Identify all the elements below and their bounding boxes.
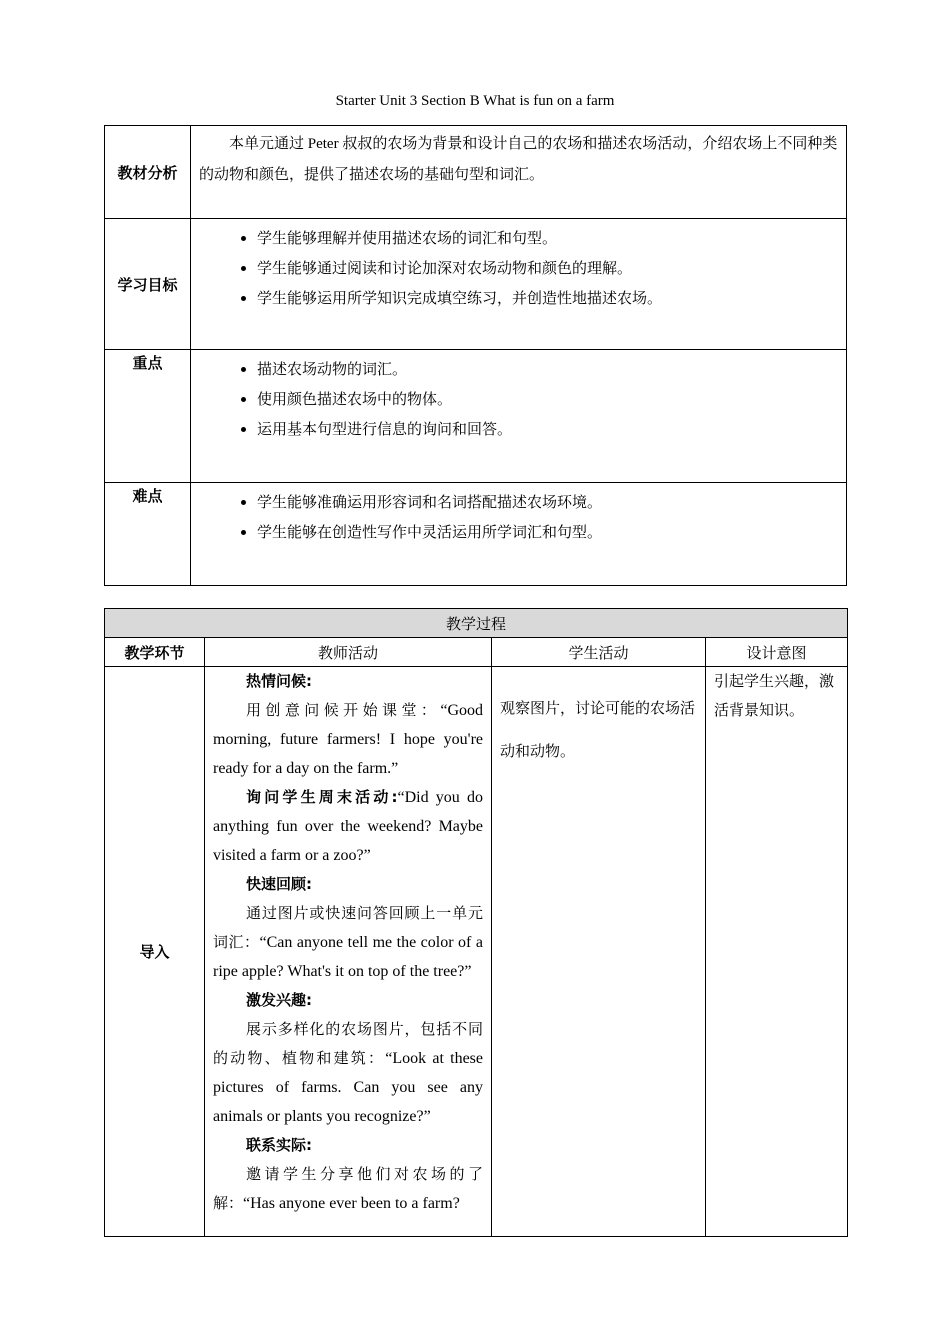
- header-stage: 教学环节: [105, 638, 205, 667]
- textbook-analysis-cell: [191, 126, 847, 219]
- overview-table: [104, 125, 847, 586]
- list-item: • 学生能够运用所学知识完成填空练习，并创造性地描述农场。: [257, 283, 846, 313]
- step-text: [213, 783, 483, 870]
- list-item: • 学生能够在创造性写作中灵活运用所学词汇和句型。: [257, 517, 846, 547]
- step-heading: 热情问候:: [246, 672, 312, 690]
- step-text-en: “Can anyone tell me the color of a ripe apple? What's it on top of the tree?”: [213, 934, 483, 980]
- difficulties-cell: [191, 483, 847, 586]
- step-heading: 询问学生周末活动:: [246, 788, 398, 806]
- process-table: [104, 608, 848, 1237]
- step-heading: 联系实际:: [246, 1136, 312, 1154]
- table-row: [105, 667, 848, 1237]
- design-intent-cell: 引起学生兴趣，激活背景知识。: [706, 667, 848, 1237]
- table-row: [105, 609, 848, 638]
- step-text-en: “Did you do anything fun over the weekend? Maybe visited a farm or a zoo?”: [213, 789, 483, 864]
- table-header-row: [105, 638, 848, 667]
- step-text: [213, 696, 483, 783]
- key-points-cell: [191, 350, 847, 483]
- step-text: [213, 1015, 483, 1131]
- table-row: [105, 126, 847, 219]
- header-intent: 设计意图: [706, 638, 848, 667]
- teacher-activity-cell: [205, 667, 492, 1237]
- table-row: [105, 483, 847, 586]
- header-student: 学生活动: [492, 638, 706, 667]
- step-text-en: “Look at these pictures of farms. Can you see any animals or plants you recognize?”: [213, 1050, 483, 1125]
- list-item: • 学生能够准确运用形容词和名词搭配描述农场环境。: [257, 487, 846, 517]
- student-activity-cell: 观察图片，讨论可能的农场活动和动物。: [492, 667, 706, 1237]
- textbook-analysis-text: [191, 126, 846, 189]
- analysis-text-part: 叔叔的农场为背景和设计自己的农场和描述农场活动，介绍农场上不同种类的动物和颜色，提供了描述农场的基础句型和词汇。: [199, 134, 838, 183]
- textbook-analysis-label: 教材分析: [105, 126, 191, 219]
- step-heading: 快速回顾:: [246, 875, 312, 893]
- table-row: [105, 350, 847, 483]
- list-item: • 描述农场动物的词汇。: [257, 354, 846, 384]
- difficulties-list: [191, 483, 846, 547]
- process-title: 教学过程: [105, 609, 848, 638]
- key-points-label: 重点: [105, 350, 191, 483]
- objectives-list: [191, 219, 846, 313]
- list-item: • 使用颜色描述农场中的物体。: [257, 384, 846, 414]
- step-heading: 激发兴趣:: [246, 991, 312, 1009]
- difficulties-label: 难点: [105, 483, 191, 586]
- page-title: Starter Unit 3 Section B What is fun on a farm: [335, 93, 615, 109]
- step-text: [213, 1160, 483, 1218]
- analysis-text-name: Peter: [304, 136, 343, 152]
- step-text: [213, 899, 483, 986]
- list-item: • 学生能够理解并使用描述农场的词汇和句型。: [257, 223, 846, 253]
- objectives-label: 学习目标: [105, 219, 191, 350]
- header-teacher: 教师活动: [205, 638, 492, 667]
- objectives-cell: [191, 219, 847, 350]
- table-row: [105, 219, 847, 350]
- step-text-cn: 展示多样化的农场图片，包括不同的动物、植物和建筑：: [213, 1020, 483, 1067]
- list-item: • 运用基本句型进行信息的询问和回答。: [257, 414, 846, 444]
- step-text-cn: 通过图片或快速问答回顾上一单元词汇：: [213, 904, 483, 951]
- list-item: • 学生能够通过阅读和讨论加深对农场动物和颜色的理解。: [257, 253, 846, 283]
- step-text-en: “Has anyone ever been to a farm?: [243, 1195, 460, 1212]
- analysis-text-part: 本单元通过: [229, 134, 305, 152]
- key-points-list: [191, 350, 846, 444]
- stage-cell: 导入: [105, 667, 205, 1237]
- step-text-cn: 邀请学生分享他们对农场的了解：: [213, 1165, 483, 1212]
- step-text-cn: 用创意问候开始课堂：: [246, 701, 441, 719]
- step-text-en: “Good morning, future farmers! I hope you're ready for a day on the farm.”: [213, 702, 483, 777]
